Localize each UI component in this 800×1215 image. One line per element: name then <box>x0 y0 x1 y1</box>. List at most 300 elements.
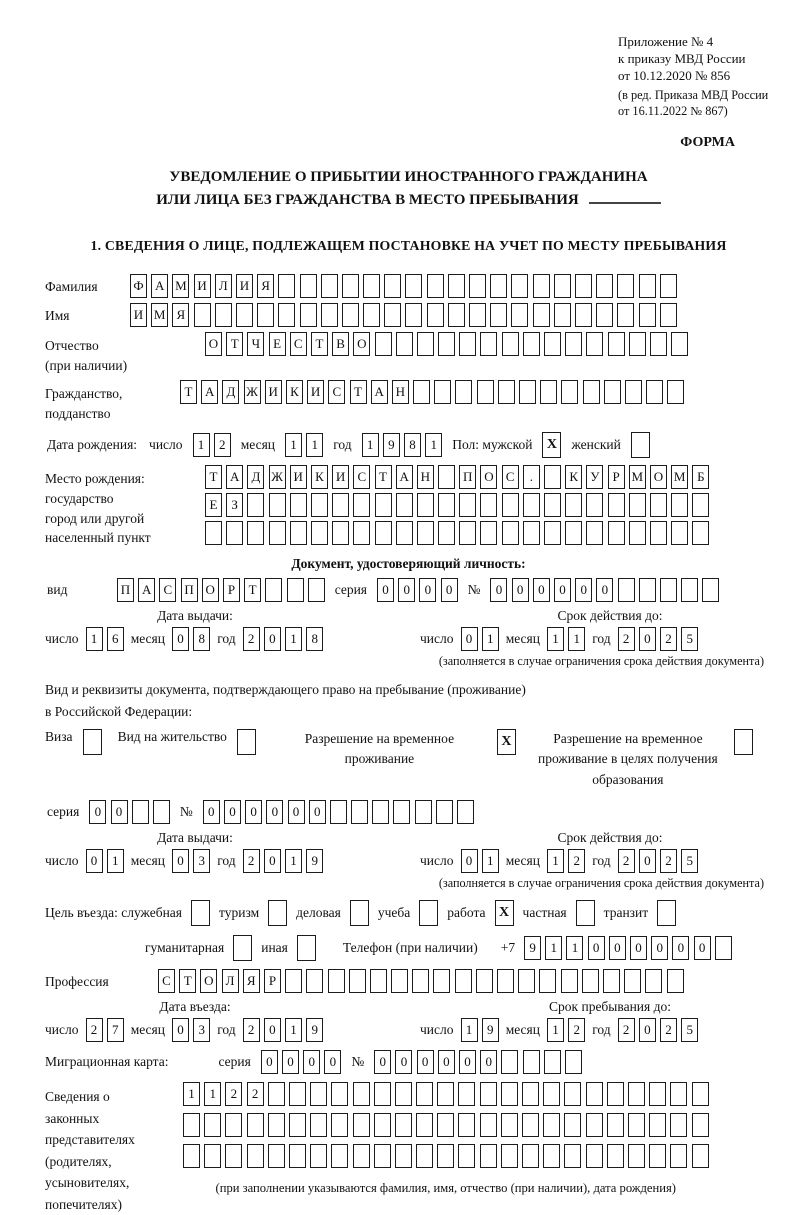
char-cell[interactable] <box>625 380 642 404</box>
char-cell[interactable]: 5 <box>681 1018 698 1042</box>
char-cell[interactable] <box>417 493 434 517</box>
char-cell[interactable] <box>215 303 232 327</box>
char-cell[interactable] <box>692 1082 709 1106</box>
char-cell[interactable] <box>608 493 625 517</box>
char-cell[interactable]: 1 <box>482 849 499 873</box>
char-cell[interactable] <box>596 303 613 327</box>
char-cell[interactable]: Я <box>243 969 260 993</box>
char-cell[interactable]: 0 <box>303 1050 320 1074</box>
char-cell[interactable] <box>629 521 646 545</box>
char-cell[interactable]: А <box>138 578 155 602</box>
char-cell[interactable] <box>586 1082 603 1106</box>
char-cell[interactable]: Д <box>222 380 239 404</box>
char-cell[interactable]: О <box>353 332 370 356</box>
char-cell[interactable]: Е <box>269 332 286 356</box>
char-cell[interactable] <box>608 521 625 545</box>
char-cell[interactable] <box>433 969 450 993</box>
char-cell[interactable]: 0 <box>651 936 668 960</box>
char-cell[interactable]: 0 <box>461 849 478 873</box>
char-cell[interactable] <box>501 1050 518 1074</box>
char-cell[interactable]: К <box>286 380 303 404</box>
char-cell[interactable] <box>395 1144 412 1168</box>
male-checkbox[interactable]: X <box>542 432 561 458</box>
char-cell[interactable] <box>646 380 663 404</box>
char-cell[interactable] <box>247 493 264 517</box>
char-cell[interactable]: П <box>459 465 476 489</box>
char-cell[interactable] <box>353 521 370 545</box>
char-cell[interactable] <box>438 332 455 356</box>
char-cell[interactable]: 0 <box>309 800 326 824</box>
char-cell[interactable]: Т <box>311 332 328 356</box>
char-cell[interactable] <box>375 332 392 356</box>
char-cell[interactable] <box>629 493 646 517</box>
char-cell[interactable] <box>543 1082 560 1106</box>
char-cell[interactable]: 1 <box>183 1082 200 1106</box>
char-cell[interactable]: К <box>311 465 328 489</box>
char-cell[interactable] <box>363 274 380 298</box>
char-cell[interactable]: 0 <box>419 578 436 602</box>
char-cell[interactable]: З <box>226 493 243 517</box>
char-cell[interactable] <box>342 303 359 327</box>
char-cell[interactable]: 1 <box>193 433 210 457</box>
char-cell[interactable]: 1 <box>86 627 103 651</box>
char-cell[interactable]: Л <box>222 969 239 993</box>
char-cell[interactable] <box>321 274 338 298</box>
char-cell[interactable] <box>427 274 444 298</box>
purpose-other-checkbox[interactable] <box>297 935 316 961</box>
char-cell[interactable]: 0 <box>111 800 128 824</box>
char-cell[interactable] <box>607 1144 624 1168</box>
char-cell[interactable]: Б <box>692 465 709 489</box>
char-cell[interactable]: 8 <box>193 627 210 651</box>
char-cell[interactable]: 1 <box>545 936 562 960</box>
char-cell[interactable] <box>628 1113 645 1137</box>
char-cell[interactable] <box>522 1144 539 1168</box>
char-cell[interactable]: 2 <box>618 627 635 651</box>
char-cell[interactable]: М <box>629 465 646 489</box>
char-cell[interactable]: С <box>328 380 345 404</box>
char-cell[interactable] <box>692 1113 709 1137</box>
char-cell[interactable]: 0 <box>261 1050 278 1074</box>
char-cell[interactable] <box>226 521 243 545</box>
char-cell[interactable] <box>564 1082 581 1106</box>
char-cell[interactable] <box>629 332 646 356</box>
char-cell[interactable]: . <box>523 465 540 489</box>
char-cell[interactable] <box>330 800 347 824</box>
char-cell[interactable]: 1 <box>107 849 124 873</box>
char-cell[interactable]: 0 <box>264 1018 281 1042</box>
purpose-study-checkbox[interactable] <box>419 900 438 926</box>
char-cell[interactable]: 0 <box>459 1050 476 1074</box>
temp-residence-edu-checkbox[interactable] <box>734 729 753 755</box>
char-cell[interactable] <box>353 1113 370 1137</box>
char-cell[interactable]: 1 <box>566 936 583 960</box>
char-cell[interactable] <box>523 521 540 545</box>
char-cell[interactable]: 0 <box>533 578 550 602</box>
char-cell[interactable]: 1 <box>362 433 379 457</box>
char-cell[interactable]: И <box>130 303 147 327</box>
char-cell[interactable]: 0 <box>672 936 689 960</box>
char-cell[interactable]: 1 <box>285 849 302 873</box>
char-cell[interactable] <box>459 332 476 356</box>
char-cell[interactable]: А <box>201 380 218 404</box>
char-cell[interactable] <box>290 521 307 545</box>
char-cell[interactable] <box>565 332 582 356</box>
purpose-business-checkbox[interactable] <box>350 900 369 926</box>
char-cell[interactable] <box>639 274 656 298</box>
char-cell[interactable]: 0 <box>224 800 241 824</box>
char-cell[interactable]: Ж <box>244 380 261 404</box>
char-cell[interactable] <box>498 380 515 404</box>
char-cell[interactable] <box>575 303 592 327</box>
char-cell[interactable]: Я <box>172 303 189 327</box>
char-cell[interactable] <box>586 332 603 356</box>
char-cell[interactable] <box>321 303 338 327</box>
char-cell[interactable] <box>702 578 719 602</box>
char-cell[interactable]: 0 <box>639 627 656 651</box>
char-cell[interactable] <box>351 800 368 824</box>
char-cell[interactable] <box>480 1082 497 1106</box>
char-cell[interactable] <box>448 303 465 327</box>
char-cell[interactable] <box>363 303 380 327</box>
char-cell[interactable] <box>300 274 317 298</box>
visa-checkbox[interactable] <box>83 729 102 755</box>
char-cell[interactable] <box>268 1144 285 1168</box>
char-cell[interactable]: Ф <box>130 274 147 298</box>
char-cell[interactable] <box>405 274 422 298</box>
char-cell[interactable] <box>458 1144 475 1168</box>
char-cell[interactable] <box>384 303 401 327</box>
female-checkbox[interactable] <box>631 432 650 458</box>
char-cell[interactable] <box>544 521 561 545</box>
char-cell[interactable]: 0 <box>288 800 305 824</box>
char-cell[interactable] <box>183 1144 200 1168</box>
char-cell[interactable]: 0 <box>630 936 647 960</box>
char-cell[interactable] <box>660 578 677 602</box>
char-cell[interactable]: 1 <box>306 433 323 457</box>
char-cell[interactable] <box>617 274 634 298</box>
char-cell[interactable]: 1 <box>547 849 564 873</box>
char-cell[interactable] <box>331 1144 348 1168</box>
char-cell[interactable] <box>257 303 274 327</box>
char-cell[interactable]: 2 <box>243 627 260 651</box>
char-cell[interactable] <box>582 969 599 993</box>
char-cell[interactable] <box>497 969 514 993</box>
char-cell[interactable] <box>618 578 635 602</box>
char-cell[interactable]: И <box>290 465 307 489</box>
char-cell[interactable]: 9 <box>383 433 400 457</box>
char-cell[interactable]: 1 <box>568 627 585 651</box>
char-cell[interactable] <box>289 1082 306 1106</box>
char-cell[interactable]: С <box>290 332 307 356</box>
char-cell[interactable] <box>349 969 366 993</box>
char-cell[interactable] <box>436 800 453 824</box>
char-cell[interactable]: Е <box>205 493 222 517</box>
char-cell[interactable]: 1 <box>461 1018 478 1042</box>
char-cell[interactable]: А <box>151 274 168 298</box>
char-cell[interactable] <box>649 1144 666 1168</box>
char-cell[interactable]: 1 <box>285 627 302 651</box>
char-cell[interactable] <box>459 521 476 545</box>
char-cell[interactable]: 6 <box>107 627 124 651</box>
char-cell[interactable] <box>417 332 434 356</box>
char-cell[interactable]: К <box>565 465 582 489</box>
char-cell[interactable] <box>268 1113 285 1137</box>
char-cell[interactable]: 0 <box>172 849 189 873</box>
char-cell[interactable] <box>393 800 410 824</box>
char-cell[interactable] <box>437 1113 454 1137</box>
char-cell[interactable] <box>650 332 667 356</box>
char-cell[interactable] <box>603 969 620 993</box>
char-cell[interactable] <box>438 493 455 517</box>
char-cell[interactable]: 8 <box>306 627 323 651</box>
char-cell[interactable] <box>269 493 286 517</box>
char-cell[interactable]: 0 <box>480 1050 497 1074</box>
char-cell[interactable] <box>300 303 317 327</box>
char-cell[interactable] <box>480 1144 497 1168</box>
char-cell[interactable]: 0 <box>203 800 220 824</box>
char-cell[interactable] <box>650 521 667 545</box>
char-cell[interactable] <box>416 1082 433 1106</box>
char-cell[interactable] <box>247 1113 264 1137</box>
char-cell[interactable]: М <box>151 303 168 327</box>
char-cell[interactable] <box>501 1144 518 1168</box>
char-cell[interactable] <box>384 274 401 298</box>
char-cell[interactable]: 0 <box>609 936 626 960</box>
char-cell[interactable]: 2 <box>247 1082 264 1106</box>
char-cell[interactable] <box>310 1144 327 1168</box>
char-cell[interactable]: 2 <box>660 1018 677 1042</box>
char-cell[interactable] <box>370 969 387 993</box>
char-cell[interactable] <box>501 1082 518 1106</box>
char-cell[interactable]: 2 <box>618 849 635 873</box>
char-cell[interactable]: М <box>172 274 189 298</box>
char-cell[interactable]: Т <box>375 465 392 489</box>
char-cell[interactable]: Р <box>608 465 625 489</box>
char-cell[interactable]: Д <box>247 465 264 489</box>
char-cell[interactable]: Т <box>350 380 367 404</box>
char-cell[interactable]: 0 <box>512 578 529 602</box>
char-cell[interactable] <box>671 493 688 517</box>
char-cell[interactable]: 0 <box>172 627 189 651</box>
char-cell[interactable]: 1 <box>285 1018 302 1042</box>
char-cell[interactable]: 2 <box>618 1018 635 1042</box>
char-cell[interactable]: 0 <box>438 1050 455 1074</box>
char-cell[interactable] <box>332 493 349 517</box>
purpose-transit-checkbox[interactable] <box>657 900 676 926</box>
char-cell[interactable]: 2 <box>86 1018 103 1042</box>
char-cell[interactable] <box>667 969 684 993</box>
temp-residence-checkbox[interactable]: X <box>497 729 516 755</box>
char-cell[interactable]: 0 <box>86 849 103 873</box>
char-cell[interactable]: 2 <box>568 849 585 873</box>
char-cell[interactable] <box>311 521 328 545</box>
char-cell[interactable] <box>353 1144 370 1168</box>
char-cell[interactable] <box>372 800 389 824</box>
char-cell[interactable] <box>374 1113 391 1137</box>
char-cell[interactable] <box>374 1144 391 1168</box>
char-cell[interactable] <box>671 521 688 545</box>
char-cell[interactable] <box>586 493 603 517</box>
char-cell[interactable] <box>310 1082 327 1106</box>
char-cell[interactable] <box>225 1113 242 1137</box>
char-cell[interactable] <box>289 1113 306 1137</box>
char-cell[interactable] <box>405 303 422 327</box>
char-cell[interactable] <box>353 493 370 517</box>
char-cell[interactable]: 0 <box>461 627 478 651</box>
char-cell[interactable] <box>522 1113 539 1137</box>
char-cell[interactable]: Р <box>223 578 240 602</box>
char-cell[interactable] <box>561 380 578 404</box>
char-cell[interactable]: 0 <box>554 578 571 602</box>
char-cell[interactable] <box>511 274 528 298</box>
char-cell[interactable] <box>477 380 494 404</box>
char-cell[interactable] <box>490 274 507 298</box>
char-cell[interactable]: 8 <box>404 433 421 457</box>
char-cell[interactable] <box>565 1050 582 1074</box>
char-cell[interactable]: М <box>671 465 688 489</box>
char-cell[interactable]: 0 <box>441 578 458 602</box>
char-cell[interactable]: И <box>236 274 253 298</box>
char-cell[interactable]: Н <box>417 465 434 489</box>
char-cell[interactable] <box>247 1144 264 1168</box>
char-cell[interactable]: 0 <box>639 849 656 873</box>
char-cell[interactable]: 0 <box>694 936 711 960</box>
purpose-private-checkbox[interactable] <box>576 900 595 926</box>
char-cell[interactable]: Л <box>215 274 232 298</box>
char-cell[interactable]: 0 <box>398 578 415 602</box>
char-cell[interactable]: 5 <box>681 627 698 651</box>
char-cell[interactable] <box>455 969 472 993</box>
char-cell[interactable] <box>650 493 667 517</box>
char-cell[interactable] <box>205 521 222 545</box>
char-cell[interactable]: 0 <box>417 1050 434 1074</box>
char-cell[interactable] <box>289 1144 306 1168</box>
char-cell[interactable] <box>523 493 540 517</box>
char-cell[interactable]: 0 <box>377 578 394 602</box>
char-cell[interactable] <box>438 465 455 489</box>
char-cell[interactable] <box>586 1113 603 1137</box>
char-cell[interactable]: 1 <box>547 627 564 651</box>
char-cell[interactable] <box>458 1113 475 1137</box>
char-cell[interactable] <box>519 380 536 404</box>
char-cell[interactable]: И <box>194 274 211 298</box>
char-cell[interactable]: 0 <box>266 800 283 824</box>
char-cell[interactable]: 2 <box>214 433 231 457</box>
char-cell[interactable] <box>564 1113 581 1137</box>
char-cell[interactable]: О <box>650 465 667 489</box>
char-cell[interactable] <box>670 1113 687 1137</box>
char-cell[interactable] <box>395 1082 412 1106</box>
char-cell[interactable]: П <box>181 578 198 602</box>
char-cell[interactable] <box>353 1082 370 1106</box>
char-cell[interactable]: Т <box>180 380 197 404</box>
char-cell[interactable] <box>617 303 634 327</box>
char-cell[interactable] <box>586 1144 603 1168</box>
char-cell[interactable]: 9 <box>482 1018 499 1042</box>
char-cell[interactable] <box>608 332 625 356</box>
char-cell[interactable] <box>544 332 561 356</box>
char-cell[interactable] <box>204 1144 221 1168</box>
char-cell[interactable]: Т <box>179 969 196 993</box>
char-cell[interactable] <box>565 521 582 545</box>
char-cell[interactable] <box>667 380 684 404</box>
char-cell[interactable]: 0 <box>264 627 281 651</box>
char-cell[interactable]: И <box>332 465 349 489</box>
char-cell[interactable] <box>543 1113 560 1137</box>
char-cell[interactable] <box>607 1082 624 1106</box>
char-cell[interactable] <box>416 1113 433 1137</box>
char-cell[interactable] <box>457 800 474 824</box>
char-cell[interactable] <box>692 521 709 545</box>
char-cell[interactable]: С <box>502 465 519 489</box>
char-cell[interactable] <box>269 521 286 545</box>
char-cell[interactable] <box>204 1113 221 1137</box>
char-cell[interactable]: Н <box>392 380 409 404</box>
char-cell[interactable] <box>306 969 323 993</box>
char-cell[interactable] <box>501 1113 518 1137</box>
char-cell[interactable] <box>375 493 392 517</box>
char-cell[interactable] <box>287 578 304 602</box>
char-cell[interactable] <box>544 493 561 517</box>
char-cell[interactable] <box>417 521 434 545</box>
purpose-humanitarian-checkbox[interactable] <box>233 935 252 961</box>
char-cell[interactable]: П <box>117 578 134 602</box>
char-cell[interactable] <box>670 1144 687 1168</box>
char-cell[interactable] <box>604 380 621 404</box>
char-cell[interactable]: 0 <box>324 1050 341 1074</box>
char-cell[interactable]: 2 <box>568 1018 585 1042</box>
char-cell[interactable] <box>469 274 486 298</box>
char-cell[interactable]: И <box>307 380 324 404</box>
char-cell[interactable] <box>437 1082 454 1106</box>
char-cell[interactable] <box>660 303 677 327</box>
char-cell[interactable] <box>502 332 519 356</box>
char-cell[interactable]: И <box>265 380 282 404</box>
char-cell[interactable] <box>624 969 641 993</box>
char-cell[interactable] <box>565 493 582 517</box>
char-cell[interactable]: Ж <box>269 465 286 489</box>
char-cell[interactable] <box>533 303 550 327</box>
char-cell[interactable]: 0 <box>374 1050 391 1074</box>
char-cell[interactable] <box>328 969 345 993</box>
char-cell[interactable] <box>448 274 465 298</box>
char-cell[interactable]: У <box>586 465 603 489</box>
char-cell[interactable]: 2 <box>660 627 677 651</box>
char-cell[interactable] <box>511 303 528 327</box>
char-cell[interactable]: 2 <box>225 1082 242 1106</box>
char-cell[interactable] <box>639 578 656 602</box>
char-cell[interactable]: 9 <box>524 936 541 960</box>
char-cell[interactable] <box>455 380 472 404</box>
char-cell[interactable] <box>480 493 497 517</box>
char-cell[interactable]: 2 <box>243 849 260 873</box>
char-cell[interactable] <box>438 521 455 545</box>
char-cell[interactable] <box>480 332 497 356</box>
char-cell[interactable]: 0 <box>245 800 262 824</box>
char-cell[interactable]: 0 <box>172 1018 189 1042</box>
char-cell[interactable]: В <box>332 332 349 356</box>
char-cell[interactable] <box>523 332 540 356</box>
char-cell[interactable] <box>692 493 709 517</box>
char-cell[interactable] <box>502 521 519 545</box>
char-cell[interactable]: 2 <box>243 1018 260 1042</box>
char-cell[interactable] <box>522 1082 539 1106</box>
char-cell[interactable] <box>265 578 282 602</box>
char-cell[interactable] <box>476 969 493 993</box>
purpose-official-checkbox[interactable] <box>191 900 210 926</box>
char-cell[interactable]: О <box>205 332 222 356</box>
